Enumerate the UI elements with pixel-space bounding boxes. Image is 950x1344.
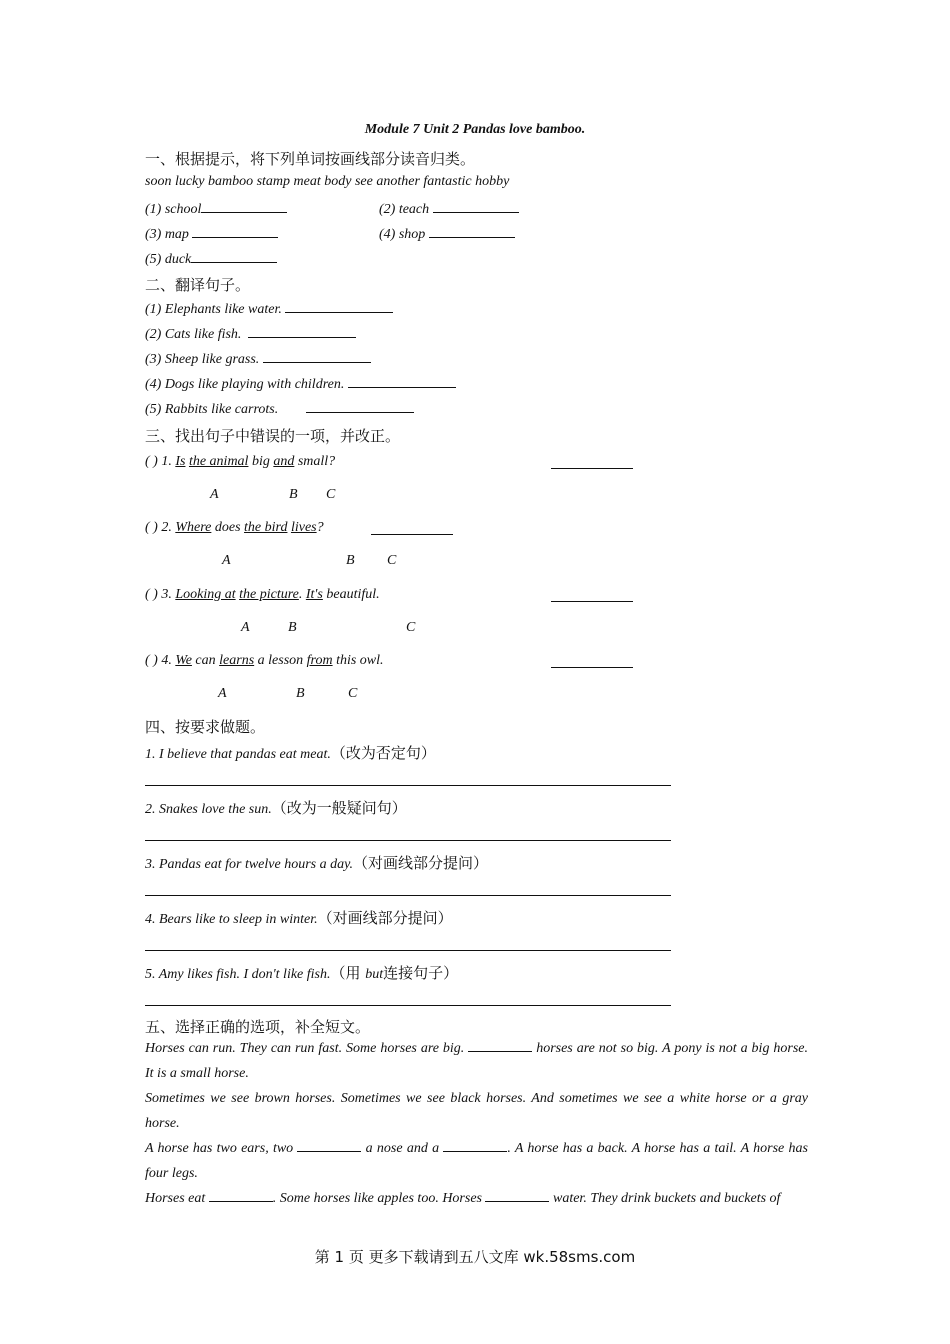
s4-item-1: 1. I believe that pandas eat meat.（改为否定句） <box>145 744 436 762</box>
s2-item-5: (5) Rabbits like carrots. <box>145 399 414 418</box>
section2-heading: 二、翻译句子。 <box>145 276 251 294</box>
section4-heading: 四、按要求做题。 <box>145 718 266 736</box>
section3-heading: 三、找出句子中错误的一项，并改正。 <box>145 427 401 445</box>
s4-answer-line-1 <box>145 784 671 786</box>
s3-q1-label-a: A <box>210 487 219 502</box>
s3-answer-4 <box>551 666 633 668</box>
s3-question-4: ( ) 4. We can learns a lesson from this owl. <box>145 653 384 668</box>
s2-item-1: (1) Elephants like water. <box>145 299 393 318</box>
s5-paragraph-1: Horses can run. They can run fast. Some horses are big. horses are not so big. A pony is not a big horse. It is a small horse. <box>145 1036 808 1086</box>
page-title: Module 7 Unit 2 Pandas love bamboo. <box>364 122 586 137</box>
s4-answer-line-3 <box>145 894 671 896</box>
s4-answer-line-2 <box>145 839 671 841</box>
s3-question-1: ( ) 1. Is the animal big and small? <box>145 454 336 469</box>
s4-item-5: 5. Amy likes fish. I don't like fish.（用 but连接句子） <box>145 964 459 982</box>
s3-answer-3 <box>551 600 633 602</box>
s5-paragraph-2: Sometimes we see brown horses. Sometimes we see black horses. And sometimes we see a white horse or a gray horse. <box>145 1091 808 1131</box>
s3-q3-label-a: A <box>241 620 250 635</box>
s3-q3-label-b: B <box>288 620 297 635</box>
s2-item-4: (4) Dogs like playing with children. <box>145 374 456 393</box>
word-list: soon lucky bamboo stamp meat body see another fantastic hobby <box>145 174 510 189</box>
s1-item-2: (2) teach <box>379 199 519 218</box>
s4-answer-line-4 <box>145 949 671 951</box>
s1-item-1: (1) school <box>145 199 287 218</box>
s4-answer-line-5 <box>145 1004 671 1006</box>
s3-question-2: ( ) 2. Where does the bird lives? <box>145 520 324 535</box>
s4-item-3: 3. Pandas eat for twelve hours a day.（对画线部分提问） <box>145 854 489 872</box>
s3-q2-label-a: A <box>222 553 231 568</box>
s1-item-3: (3) map <box>145 224 278 243</box>
s3-q4-label-b: B <box>296 686 305 701</box>
s3-q1-label-c: C <box>326 487 336 502</box>
s3-q4-label-c: C <box>348 686 358 701</box>
s4-item-2: 2. Snakes love the sun.（改为一般疑问句） <box>145 799 407 817</box>
s1-item-4: (4) shop <box>379 224 515 243</box>
s3-q2-label-c: C <box>387 553 397 568</box>
s1-item-5: (5) duck <box>145 249 277 268</box>
s5-paragraph-3: A horse has two ears, two a nose and a . A horse has a back. A horse has a tail. A horse has four legs. <box>145 1136 808 1186</box>
s3-answer-2 <box>371 533 453 535</box>
s3-q3-label-c: C <box>406 620 416 635</box>
s4-item-4: 4. Bears like to sleep in winter.（对画线部分提问） <box>145 909 453 927</box>
s2-item-3: (3) Sheep like grass. <box>145 349 371 368</box>
section1-heading: 一、根据提示，将下列单词按画线部分读音归类。 <box>145 150 476 168</box>
s3-q2-label-b: B <box>346 553 355 568</box>
s3-q4-label-a: A <box>218 686 227 701</box>
s2-item-2: (2) Cats like fish. <box>145 324 356 343</box>
page-footer: 第 1 页 更多下载请到五八文库 wk.58sms.com <box>314 1248 636 1266</box>
s5-paragraph-4: Horses eat . Some horses like apples too. Horses water. They drink buckets and buckets of <box>145 1186 808 1211</box>
s3-q1-label-b: B <box>289 487 298 502</box>
s3-question-3: ( ) 3. Looking at the picture. It's beautiful. <box>145 587 380 602</box>
s3-answer-1 <box>551 467 633 469</box>
section5-heading: 五、选择正确的选项，补全短文。 <box>145 1018 371 1036</box>
